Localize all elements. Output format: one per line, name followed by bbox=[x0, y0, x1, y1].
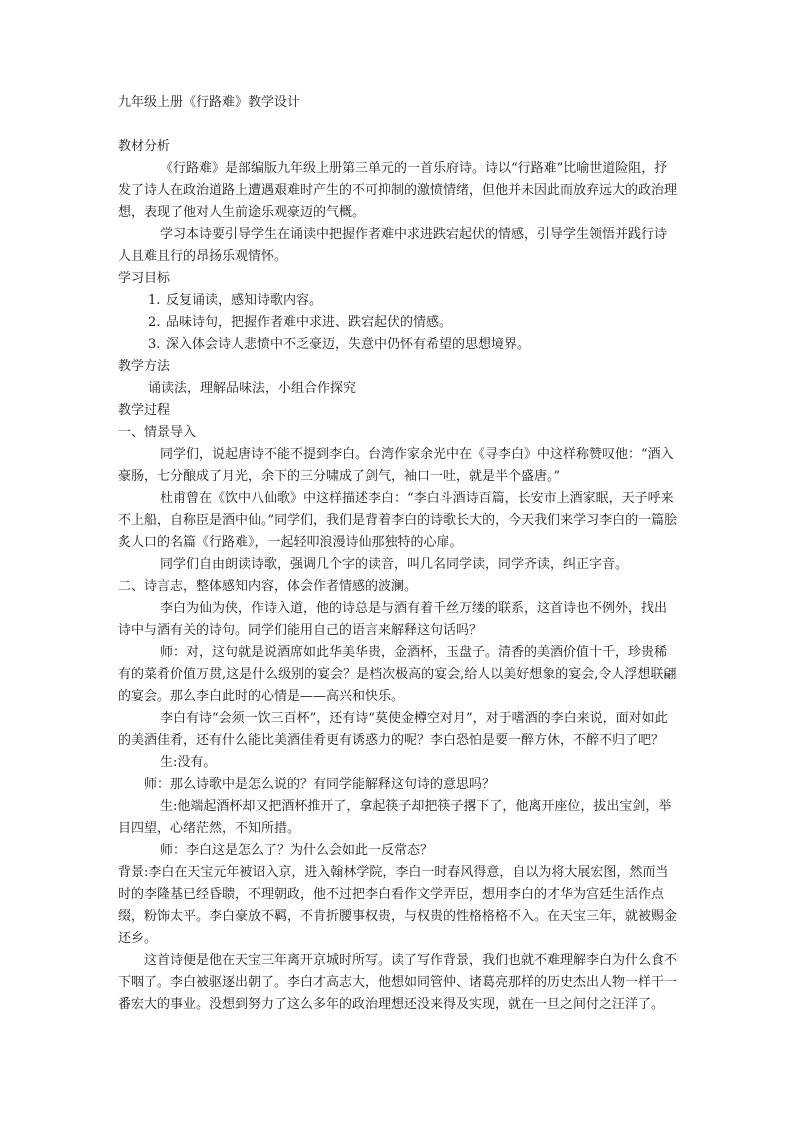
list-text: 反复诵读，感知诗歌内容。 bbox=[166, 293, 323, 308]
paragraph: 师：对，这句就是说酒席如此华美华贵，金酒杯，玉盘子。清香的美酒价值十千，珍贵稀有的菜肴价值万贯,这是什么级别的宴会？是档次极高的宴会,给人以美好想象的宴会,令人浮想联翩的宴会。那么李白此时的心情是——高兴和快乐。 bbox=[118, 645, 677, 704]
document-page bbox=[118, 92, 678, 1016]
paragraph: 同学们，说起唐诗不能不提到李白。台湾作家余光中在《寻李白》中这样称赞叹他：“酒入豪肠，七分酿成了月光，余下的三分啸成了剑气，袖口一吐，就是半个盛唐。” bbox=[118, 447, 674, 484]
dialogue-line: 师：李白这是怎么了？为什么会如此一反常态？ bbox=[160, 843, 434, 858]
list-text: 品味诗句，把握作者难中求进、跌宕起伏的情感。 bbox=[166, 315, 453, 330]
spacer bbox=[118, 114, 678, 136]
dialogue-line: 生:没有。 bbox=[160, 755, 217, 770]
paragraph: 杜甫曾在《饮中八仙歌》中这样描述李白：“李白斗酒诗百篇，长安市上酒家眠，天子呼来不上船，自称臣是酒中仙。”同学们，我们是背着李白的诗歌长大的，今天我们来学习李白的一篇脍炙人口的名篇《行路难》，一起轻叩浪漫诗仙那独特的心扉。 bbox=[118, 491, 678, 550]
list-item bbox=[118, 290, 678, 312]
section-heading-process: 教学过程 bbox=[118, 403, 171, 418]
section-heading-goals: 学习目标 bbox=[118, 271, 171, 286]
paragraph: 这首诗便是他在天宝三年离开京城时所写。读了写作背景，我们也就不难理解李白为什么食不下咽了。李白被驱逐出朝了。李白才高志大，他想如同管仲、诸葛亮那样的历史杰出人物一样干一番宏大的事业。没想到努力了这么多年的政治理想还没来得及实现，就在一旦之间付之汪洋了。 bbox=[118, 953, 678, 1012]
method-text: 诵读法，理解品味法，小组合作探究 bbox=[148, 381, 357, 396]
list-item bbox=[118, 312, 678, 334]
subsection-heading: 一、情景导入 bbox=[118, 425, 197, 440]
paragraph: 《行路难》是部编版九年级上册第三单元的一首乐府诗。诗以“行路难”比喻世道险阻，抒发了诗人在政治道路上遭遇艰难时产生的不可抑制的激愤情绪，但他并未因此而放弃远大的政治理想，表现了他对人生前途乐观豪迈的气概。 bbox=[118, 161, 678, 220]
paragraph: 同学们自由朗读诗歌，强调几个字的读音，叫几名同学读，同学齐读，纠正字音。 bbox=[160, 557, 629, 572]
list-number: 2. bbox=[148, 315, 161, 330]
list-text: 深入体会诗人悲愤中不乏豪迈，失意中仍怀有希望的思想境界。 bbox=[166, 337, 531, 352]
background-paragraph: 背景:李白在天宝元年被诏入京，进入翰林学院，李白一时春风得意，自以为将大展宏图，然而当时的李隆基已经昏聩，不理朝政，他不过把李白看作文学弄臣，想用李白的才华为宫廷生活作点缀，粉饰太平。李白豪放不羁，不肯折腰事权贵，与权贵的性格格格不入。在天宝三年，就被赐金还乡。 bbox=[118, 865, 678, 946]
paragraph: 李白为仙为侠，作诗入道，他的诗总是与酒有着千丝万缕的联系，这首诗也不例外，找出诗中与酒有关的诗句。同学们能用自己的语言来解释这句话吗？ bbox=[118, 601, 668, 638]
list-item bbox=[118, 334, 678, 356]
paragraph: 学习本诗要引导学生在诵读中把握作者难中求进跌宕起伏的情感，引导学生领悟并践行诗人且难且行的昂扬乐观情怀。 bbox=[118, 227, 668, 264]
subsection-heading: 二、诗言志，整体感知内容，体会作者情感的波澜。 bbox=[118, 579, 418, 594]
dialogue-line: 师：那么诗歌中是怎么说的？有同学能解释这句诗的意思吗？ bbox=[144, 777, 496, 792]
paragraph: 李白有诗“会须一饮三百杯”，还有诗“莫使金樽空对月”，对于嗜酒的李白来说，面对如此的美酒佳肴，还有什么能比美酒佳肴更有诱惑力的呢？李白恐怕是要一醉方休，不醉不归了吧？ bbox=[118, 711, 668, 748]
dialogue-line: 生:他端起酒杯却又把酒杯推开了，拿起筷子却把筷子撂下了，他离开座位，拔出宝剑，举目四望，心绪茫然，不知所措。 bbox=[118, 799, 672, 836]
section-heading-analysis: 教材分析 bbox=[118, 139, 171, 154]
list-number: 1. bbox=[148, 293, 161, 308]
document-title: 九年级上册《行路难》教学设计 bbox=[118, 95, 301, 110]
section-heading-method: 教学方法 bbox=[118, 359, 171, 374]
list-number: 3. bbox=[148, 337, 161, 352]
